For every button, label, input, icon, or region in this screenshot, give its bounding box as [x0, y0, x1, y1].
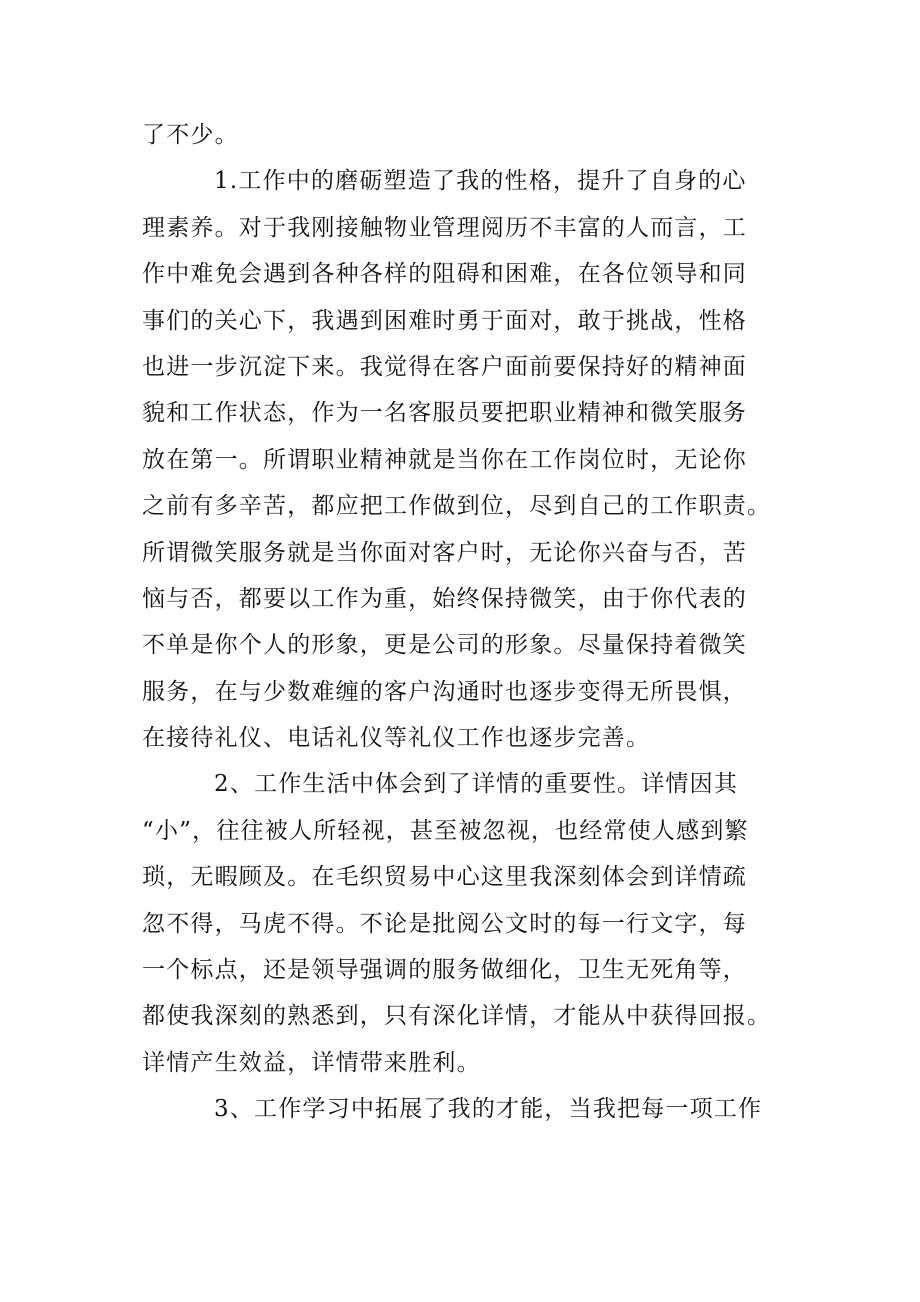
text-line: 恼与否，都要以工作为重，始终保持微笑，由于你代表的 [142, 585, 747, 612]
document-body [142, 112, 782, 1133]
text-line: 在接待礼仪、电话礼仪等礼仪工作也逐步完善。 [142, 725, 651, 752]
text-line: 理素养。对于我刚接触物业管理阅历不丰富的人而言，工 [142, 214, 747, 241]
paragraph-3-first-line: 3、工作学习中拓展了我的才能，当我把每一项工作 [214, 1096, 763, 1123]
text-line: 作中难免会遇到各种各样的阻碍和困难，在各位领导和同 [142, 261, 747, 288]
text-line: 不单是你个人的形象，更是公司的形象。尽量保持着微笑 [142, 632, 747, 659]
text-line: 一个标点，还是领导强调的服务做细化，卫生无死角等， [142, 957, 747, 984]
text-line: “小”，往往被人所轻视，甚至被忽视，也经常使人感到繁 [142, 817, 749, 844]
text-line: 忽不得，马虎不得。不论是批阅公文时的每一行文字，每 [142, 910, 747, 937]
text-line: 服务，在与少数难缠的客户沟通时也逐步变得无所畏惧， [142, 678, 747, 705]
text-line: 也进一步沉淀下来。我觉得在客户面前要保持好的精神面 [142, 353, 747, 380]
text-line: 貌和工作状态，作为一名客服员要把职业精神和微笑服务 [142, 400, 747, 427]
text-line: 了不少。 [142, 122, 239, 148]
text-line: 所谓微笑服务就是当你面对客户时，无论你兴奋与否，苦 [142, 539, 747, 566]
text-line: 事们的关心下，我遇到困难时勇于面对，敢于挑战，性格 [142, 307, 747, 334]
text-line: 放在第一。所谓职业精神就是当你在工作岗位时，无论你 [142, 446, 747, 473]
text-line: 之前有多辛苦，都应把工作做到位，尽到自己的工作职责。 [142, 493, 772, 520]
text-line: 都使我深刻的熟悉到，只有深化详情，才能从中获得回报。 [142, 1003, 772, 1030]
paragraph-2-first-line: 2、工作生活中体会到了详情的重要性。详情因其 [214, 771, 739, 798]
paragraph-1-first-line: 1.工作中的磨砺塑造了我的性格，提升了自身的心 [214, 168, 747, 195]
text-line: 琐，无暇顾及。在毛织贸易中心这里我深刻体会到详情疏 [142, 864, 747, 891]
text-line: 详情产生效益，详情带来胜利。 [142, 1049, 481, 1076]
